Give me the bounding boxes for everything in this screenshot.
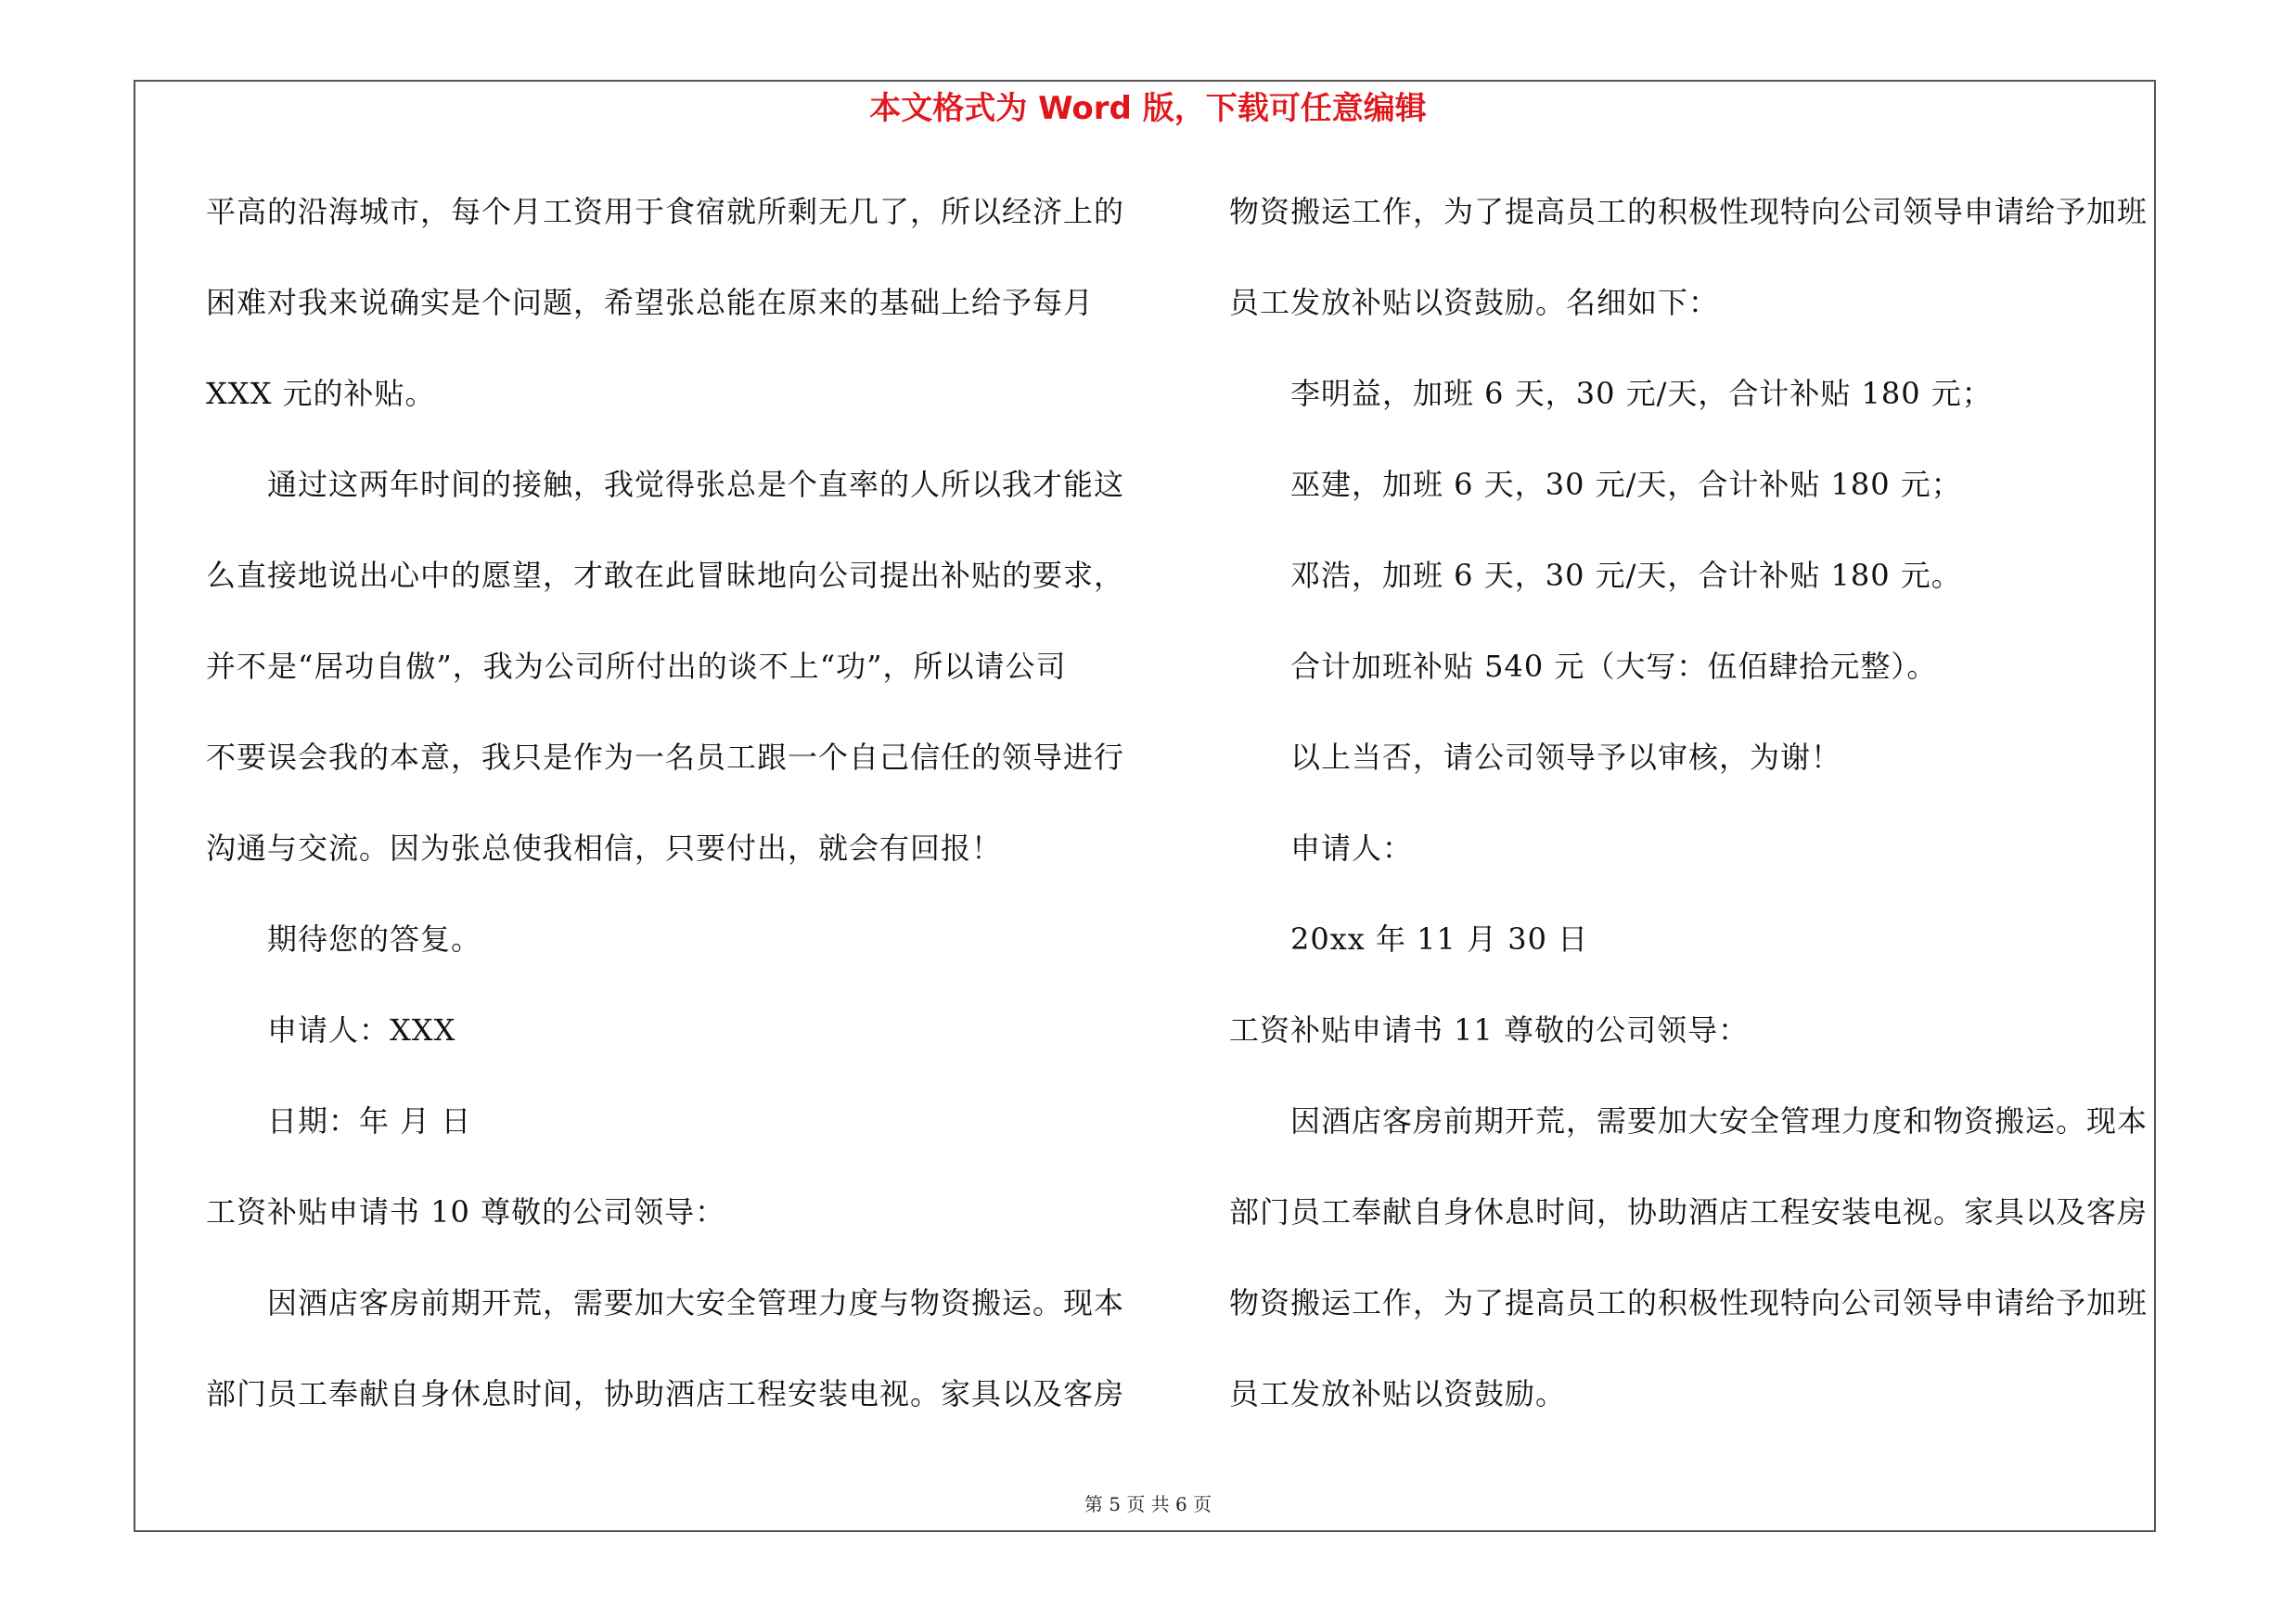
section-heading: 工资补贴申请书 10 尊敬的公司领导： (206, 1194, 726, 1230)
page-number: 第 5 页 共 6 页 (1084, 1493, 1212, 1515)
text-line: 困难对我来说确实是个问题，希望张总能在原来的基础上给予每月 (206, 285, 1095, 320)
text-line: 沟通与交流。因为张总使我相信，只要付出，就会有回报！ (206, 831, 1003, 866)
text-line: 并不是“居功自傲”，我为公司所付出的谈不上“功”，所以请公司 (206, 649, 1067, 684)
text-line: 以上当否，请公司领导予以审核，为谢！ (1290, 740, 1842, 775)
applicant-line: 申请人： (1290, 831, 1414, 866)
applicant-line: 申请人：XXX (267, 1012, 456, 1048)
text-line: 不要误会我的本意，我只是作为一名员工跟一个自己信任的领导进行 (206, 740, 1125, 775)
text-line: 因酒店客房前期开荒，需要加大安全管理力度和物资搬运。现本 (1290, 1103, 2148, 1139)
list-item: 巫建，加班 6 天，30 元/天，合计补贴 180 元； (1290, 467, 1962, 502)
section-heading: 工资补贴申请书 11 尊敬的公司领导： (1229, 1012, 1750, 1048)
text-line: 员工发放补贴以资鼓励。名细如下： (1229, 285, 1720, 320)
text-line: 部门员工奉献自身休息时间，协助酒店工程安装电视。家具以及客房 (206, 1376, 1125, 1411)
left-column (206, 184, 1143, 1457)
text-line: 部门员工奉献自身休息时间，协助酒店工程安装电视。家具以及客房 (1229, 1194, 2148, 1230)
date-line: 20xx 年 11 月 30 日 (1290, 921, 1589, 957)
text-line: 通过这两年时间的接触，我觉得张总是个直率的人所以我才能这 (267, 467, 1125, 502)
right-column (1229, 184, 2157, 1457)
total-line: 合计加班补贴 540 元（大写：伍佰肆拾元整）。 (1290, 649, 1938, 684)
text-line: 物资搬运工作，为了提高员工的积极性现特向公司领导申请给予加班 (1229, 1285, 2148, 1320)
list-item: 邓浩，加班 6 天，30 元/天，合计补贴 180 元。 (1290, 558, 1962, 593)
text-line: 期待您的答复。 (267, 921, 482, 957)
list-item: 李明益，加班 6 天，30 元/天，合计补贴 180 元； (1290, 376, 1993, 411)
text-line: XXX 元的补贴。 (206, 376, 436, 411)
date-line: 日期：年 月 日 (267, 1103, 472, 1139)
text-line: 因酒店客房前期开荒，需要加大安全管理力度与物资搬运。现本 (267, 1285, 1125, 1320)
text-line: 么直接地说出心中的愿望，才敢在此冒昧地向公司提出补贴的要求， (206, 558, 1125, 593)
format-banner: 本文格式为 Word 版，下载可任意编辑 (869, 90, 1427, 127)
text-line: 平高的沿海城市，每个月工资用于食宿就所剩无几了，所以经济上的 (206, 194, 1125, 229)
text-line: 员工发放补贴以资鼓励。 (1229, 1376, 1567, 1411)
text-line: 物资搬运工作，为了提高员工的积极性现特向公司领导申请给予加班 (1229, 194, 2148, 229)
